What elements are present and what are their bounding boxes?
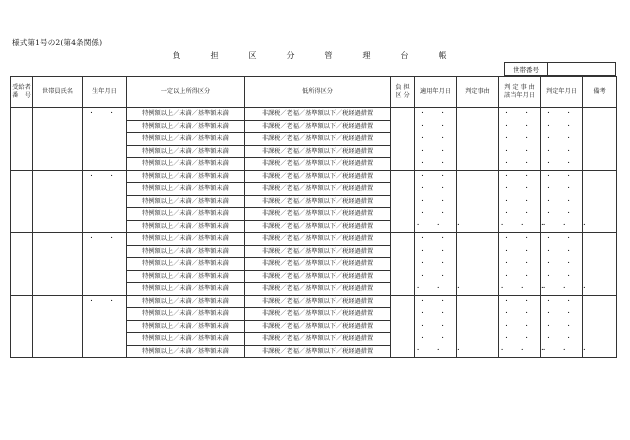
judgment-target-date-cell[interactable] — [499, 295, 541, 308]
judgment-date-cell[interactable] — [541, 220, 594, 233]
judgment-reason-cell[interactable] — [457, 320, 499, 333]
header-row — [11, 77, 617, 108]
judgment-date-dots: ・ ・ — [545, 110, 578, 118]
applicable-date-dots: ・ ・ — [419, 159, 452, 167]
low-income-category-cell[interactable]: 非課税／老福／基準額以下／税経過措置 — [245, 158, 391, 171]
header-applicable-date: 適用年月日 — [415, 77, 457, 108]
judgment-date-dots: ・ ・ — [545, 147, 578, 155]
income-category-cell[interactable]: 特例額以上／未満／基準額未満 — [127, 295, 245, 308]
low-income-category-cell[interactable]: 非課税／老福／基準額以下／税経過措置 — [245, 308, 391, 321]
applicable-date-cell[interactable] — [415, 145, 457, 158]
judgment-date-dots: ・ ・ — [545, 197, 578, 205]
judgment-date-cell[interactable] — [541, 258, 583, 271]
low-income-category-cell[interactable]: 非課税／老福／基準額以下／税経過措置 — [245, 145, 391, 158]
applicable-date-cell[interactable] — [415, 233, 457, 246]
applicable-date-dots: ・ ・ — [419, 335, 452, 342]
recipient-no-cell[interactable] — [11, 170, 33, 233]
judgment-target-date-cell[interactable] — [499, 133, 541, 146]
household-number-box — [504, 62, 616, 76]
judgment-date-cell[interactable] — [541, 345, 594, 358]
judgment-target-date-dots: ・ ・ — [503, 147, 536, 155]
judgment-target-date-dots: ・ ・ — [503, 335, 536, 342]
judgment-target-date-dots: ・ ・ — [503, 272, 536, 280]
judgment-target-date-dots: ・ ・ ・ — [499, 284, 552, 292]
judgment-date-dots: ・ ・ ・ — [541, 347, 594, 355]
judgment-reason-cell[interactable] — [457, 333, 499, 346]
judgment-date-dots: ・ ・ — [545, 172, 578, 180]
applicable-date-cell[interactable] — [415, 183, 457, 196]
applicable-date-cell[interactable] — [415, 170, 457, 183]
judgment-date-cell[interactable] — [541, 158, 583, 171]
low-income-category-cell[interactable]: 非課税／老福／基準額以下／税経過措置 — [245, 283, 391, 296]
applicable-date-cell[interactable] — [415, 133, 457, 146]
income-category-cell[interactable]: 特例額以上／未満／基準額未満 — [127, 220, 245, 233]
judgment-date-cell[interactable] — [541, 333, 583, 346]
header-low-income-category: 低所得区分 — [245, 77, 391, 108]
low-income-category-cell[interactable]: 非課税／老福／基準額以下／税経過措置 — [245, 220, 391, 233]
judgment-date-cell[interactable] — [541, 208, 583, 221]
judgment-date-cell[interactable] — [541, 170, 583, 183]
judgment-date-dots: ・ ・ — [545, 135, 578, 142]
applicable-date-cell[interactable] — [415, 158, 457, 171]
low-income-category-cell[interactable]: 非課税／老福／基準額以下／税経過措置 — [245, 245, 391, 258]
judgment-date-dots: ・ ・ — [545, 297, 578, 305]
income-category-cell[interactable]: 特例額以上／未満／基準額未満 — [127, 320, 245, 333]
judgment-date-dots: ・ ・ — [545, 185, 578, 192]
judgment-reason-cell[interactable] — [457, 120, 499, 133]
birth-date-cell[interactable] — [83, 233, 127, 296]
judgment-target-date-cell[interactable] — [499, 220, 552, 233]
low-income-category-cell[interactable]: 非課税／老福／基準額以下／税経過措置 — [245, 333, 391, 346]
judgment-date-dots: ・ ・ — [545, 310, 578, 317]
birth-date-cell[interactable] — [83, 108, 127, 171]
applicable-date-dots: ・ ・ — [419, 322, 452, 330]
judgment-target-date-dots: ・ ・ — [503, 122, 536, 130]
header-birth-date: 生年月日 — [83, 77, 127, 108]
judgment-date-cell[interactable] — [541, 195, 583, 208]
income-category-cell[interactable]: 特例額以上／未満／基準額未満 — [127, 170, 245, 183]
head-name-cell[interactable] — [33, 295, 83, 358]
income-category-cell[interactable]: 特例額以上／未満／基準額未満 — [127, 133, 245, 146]
income-category-cell[interactable]: 特例額以上／未満／基準額未満 — [127, 308, 245, 321]
judgment-reason-cell[interactable] — [457, 183, 499, 196]
judgment-target-date-cell[interactable] — [499, 195, 541, 208]
judgment-date-cell[interactable] — [541, 133, 583, 146]
birth-date-dots: ・ ・ — [88, 235, 121, 242]
judgment-reason-cell[interactable] — [457, 233, 499, 246]
head-name-cell[interactable] — [33, 108, 83, 171]
judgment-reason-cell[interactable] — [457, 308, 499, 321]
header-burden-category: 負 担 区 分 — [391, 77, 415, 108]
applicable-date-dots: ・ ・ ・ — [415, 284, 468, 292]
income-category-cell[interactable]: 特例額以上／未満／基準額未満 — [127, 345, 245, 358]
table-row — [11, 170, 617, 183]
judgment-reason-cell[interactable] — [457, 258, 499, 271]
header-remarks: 備考 — [583, 77, 617, 108]
judgment-date-dots: ・ ・ ・ — [541, 222, 594, 230]
burden-category-cell[interactable] — [391, 170, 415, 233]
income-category-cell[interactable]: 特例額以上／未満／基準額未満 — [127, 158, 245, 171]
judgment-date-cell[interactable] — [541, 120, 583, 133]
income-category-cell[interactable]: 特例額以上／未満／基準額未満 — [127, 120, 245, 133]
judgment-date-dots: ・ ・ — [545, 322, 578, 330]
income-category-cell[interactable]: 特例額以上／未満／基準額未満 — [127, 283, 245, 296]
low-income-category-cell[interactable]: 非課税／老福／基準額以下／税経過措置 — [245, 233, 391, 246]
applicable-date-dots: ・ ・ — [419, 122, 452, 130]
judgment-target-date-cell[interactable] — [499, 283, 552, 296]
judgment-reason-cell[interactable] — [457, 145, 499, 158]
judgment-date-dots: ・ ・ — [545, 122, 578, 130]
applicable-date-dots: ・ ・ — [419, 260, 452, 267]
judgment-reason-cell[interactable] — [457, 295, 499, 308]
birth-date-cell[interactable] — [83, 295, 127, 358]
judgment-target-date-cell[interactable] — [499, 333, 541, 346]
judgment-target-date-cell[interactable] — [499, 108, 541, 121]
document-title: 負 担 区 分 管 理 台 帳 — [172, 51, 458, 60]
judgment-date-cell[interactable] — [541, 295, 583, 308]
header-head-name: 世帯員氏名 — [33, 77, 83, 108]
judgment-date-cell[interactable] — [541, 320, 583, 333]
applicable-date-dots: ・ ・ — [419, 235, 452, 243]
income-category-cell[interactable]: 特例額以上／未満／基準額未満 — [127, 245, 245, 258]
judgment-date-cell[interactable] — [541, 283, 594, 296]
judgment-target-date-dots: ・ ・ — [503, 260, 536, 267]
low-income-category-cell[interactable]: 非課税／老福／基準額以下／税経過措置 — [245, 270, 391, 283]
judgment-date-cell[interactable] — [541, 145, 583, 158]
recipient-no-cell[interactable] — [11, 295, 33, 358]
judgment-reason-cell[interactable] — [457, 133, 499, 146]
income-category-cell[interactable]: 特例額以上／未満／基準額未満 — [127, 233, 245, 246]
applicable-date-cell[interactable] — [415, 270, 457, 283]
head-name-cell[interactable] — [33, 233, 83, 296]
judgment-target-date-cell[interactable] — [499, 145, 541, 158]
applicable-date-dots: ・ ・ — [419, 172, 452, 180]
judgment-target-date-cell[interactable] — [499, 183, 541, 196]
head-name-cell[interactable] — [33, 170, 83, 233]
recipient-no-cell[interactable] — [11, 108, 33, 171]
judgment-date-dots: ・ ・ — [545, 159, 578, 167]
judgment-target-date-cell[interactable] — [499, 158, 541, 171]
judgment-target-date-dots: ・ ・ — [503, 185, 536, 192]
low-income-category-cell[interactable]: 非課税／老福／基準額以下／税経過措置 — [245, 183, 391, 196]
judgment-date-dots: ・ ・ — [545, 235, 578, 243]
judgment-target-date-cell[interactable] — [499, 120, 541, 133]
applicable-date-dots: ・ ・ — [419, 185, 452, 192]
judgment-target-date-cell[interactable] — [499, 308, 541, 321]
judgment-date-dots: ・ ・ — [545, 247, 578, 255]
birth-date-dots: ・ ・ — [88, 172, 121, 180]
applicable-date-cell[interactable] — [415, 208, 457, 221]
low-income-category-cell[interactable]: 非課税／老福／基準額以下／税経過措置 — [245, 345, 391, 358]
judgment-target-date-cell[interactable] — [499, 270, 541, 283]
judgment-reason-cell[interactable] — [457, 170, 499, 183]
judgment-target-date-dots: ・ ・ — [503, 310, 536, 317]
judgment-reason-cell[interactable] — [457, 158, 499, 171]
applicable-date-dots: ・ ・ ・ — [415, 347, 468, 355]
judgment-date-dots: ・ ・ — [545, 260, 578, 267]
household-number-label: 世帯番号 — [505, 63, 548, 75]
income-category-cell[interactable]: 特例額以上／未満／基準額未満 — [127, 270, 245, 283]
judgment-target-date-dots: ・ ・ — [503, 172, 536, 180]
header-judgment-date: 判定年月日 — [541, 77, 583, 108]
judgment-date-dots: ・ ・ — [545, 335, 578, 342]
judgment-date-dots: ・ ・ — [545, 272, 578, 280]
applicable-date-dots: ・ ・ ・ — [415, 222, 468, 230]
judgment-target-date-cell[interactable] — [499, 320, 541, 333]
judgment-reason-cell[interactable] — [457, 270, 499, 283]
form-label: 様式第1号の2(第4条関係) — [12, 38, 103, 47]
header-judgment-reason: 判定事由 — [457, 77, 499, 108]
judgment-date-cell[interactable] — [541, 270, 583, 283]
judgment-target-date-cell[interactable] — [499, 245, 541, 258]
applicable-date-cell[interactable] — [415, 333, 457, 346]
judgment-target-date-dots: ・ ・ — [503, 210, 536, 217]
judgment-target-date-dots: ・ ・ — [503, 297, 536, 305]
birth-date-cell[interactable] — [83, 170, 127, 233]
judgment-reason-cell[interactable] — [457, 208, 499, 221]
income-category-cell[interactable]: 特例額以上／未満／基準額未満 — [127, 195, 245, 208]
judgment-date-cell[interactable] — [541, 308, 583, 321]
judgment-target-date-cell[interactable] — [499, 258, 541, 271]
low-income-category-cell[interactable]: 非課税／老福／基準額以下／税経過措置 — [245, 170, 391, 183]
applicable-date-dots: ・ ・ — [419, 272, 452, 280]
burden-category-cell[interactable] — [391, 295, 415, 358]
applicable-date-cell[interactable] — [415, 345, 468, 358]
judgment-reason-cell[interactable] — [457, 195, 499, 208]
applicable-date-dots: ・ ・ — [419, 197, 452, 205]
income-category-cell[interactable]: 特例額以上／未満／基準額未満 — [127, 258, 245, 271]
burden-category-cell[interactable] — [391, 108, 415, 171]
income-category-cell[interactable]: 特例額以上／未満／基準額未満 — [127, 183, 245, 196]
applicable-date-cell[interactable] — [415, 295, 457, 308]
applicable-date-dots: ・ ・ — [419, 310, 452, 317]
judgment-target-date-dots: ・ ・ — [503, 235, 536, 243]
applicable-date-dots: ・ ・ — [419, 210, 452, 217]
judgment-target-date-dots: ・ ・ — [503, 135, 536, 142]
judgment-reason-cell[interactable] — [457, 108, 499, 121]
table-row — [11, 108, 617, 121]
low-income-category-cell[interactable]: 非課税／老福／基準額以下／税経過措置 — [245, 208, 391, 221]
remarks-cell[interactable] — [583, 108, 617, 171]
low-income-category-cell[interactable]: 非課税／老福／基準額以下／税経過措置 — [245, 195, 391, 208]
judgment-date-cell[interactable] — [541, 233, 583, 246]
low-income-category-cell[interactable]: 非課税／老福／基準額以下／税経過措置 — [245, 320, 391, 333]
applicable-date-cell[interactable] — [415, 108, 457, 121]
judgment-target-date-cell[interactable] — [499, 170, 541, 183]
applicable-date-dots: ・ ・ — [419, 297, 452, 305]
judgment-target-date-dots: ・ ・ — [503, 247, 536, 255]
judgment-target-date-cell[interactable] — [499, 233, 541, 246]
judgment-target-date-dots: ・ ・ — [503, 322, 536, 330]
burden-ledger-table — [10, 76, 617, 358]
judgment-target-date-dots: ・ ・ ・ — [499, 347, 552, 355]
applicable-date-cell[interactable] — [415, 258, 457, 271]
judgment-target-date-cell[interactable] — [499, 208, 541, 221]
judgment-target-date-cell[interactable] — [499, 345, 552, 358]
judgment-date-cell[interactable] — [541, 183, 583, 196]
judgment-date-dots: ・ ・ ・ — [541, 284, 594, 292]
applicable-date-dots: ・ ・ — [419, 247, 452, 255]
table-row — [11, 295, 617, 308]
birth-date-dots: ・ ・ — [88, 297, 121, 305]
burden-category-cell[interactable] — [391, 233, 415, 296]
applicable-date-cell[interactable] — [415, 308, 457, 321]
judgment-reason-cell[interactable] — [457, 245, 499, 258]
table-row — [11, 233, 617, 246]
applicable-date-cell[interactable] — [415, 220, 468, 233]
header-judgment-target-date: 判 定 事 由 該当年月日 — [499, 77, 541, 108]
applicable-date-dots: ・ ・ — [419, 135, 452, 142]
low-income-category-cell[interactable]: 非課税／老福／基準額以下／税経過措置 — [245, 108, 391, 121]
income-category-cell[interactable]: 特例額以上／未満／基準額未満 — [127, 108, 245, 121]
applicable-date-cell[interactable] — [415, 245, 457, 258]
header-recipient-no: 受給者 番 号 — [11, 77, 33, 108]
judgment-date-cell[interactable] — [541, 245, 583, 258]
low-income-category-cell[interactable]: 非課税／老福／基準額以下／税経過措置 — [245, 258, 391, 271]
income-category-cell[interactable]: 特例額以上／未満／基準額未満 — [127, 145, 245, 158]
low-income-category-cell[interactable]: 非課税／老福／基準額以下／税経過措置 — [245, 120, 391, 133]
applicable-date-dots: ・ ・ — [419, 147, 452, 155]
applicable-date-cell[interactable] — [415, 320, 457, 333]
applicable-date-cell[interactable] — [415, 120, 457, 133]
applicable-date-cell[interactable] — [415, 283, 468, 296]
low-income-category-cell[interactable]: 非課税／老福／基準額以下／税経過措置 — [245, 133, 391, 146]
judgment-date-dots: ・ ・ — [545, 210, 578, 217]
header-income-category: 一定以上所得区分 — [127, 77, 245, 108]
income-category-cell[interactable]: 特例額以上／未満／基準額未満 — [127, 333, 245, 346]
judgment-target-date-dots: ・ ・ — [503, 159, 536, 167]
judgment-target-date-dots: ・ ・ — [503, 197, 536, 205]
judgment-target-date-dots: ・ ・ — [503, 110, 536, 118]
recipient-no-cell[interactable] — [11, 233, 33, 296]
judgment-date-cell[interactable] — [541, 108, 583, 121]
applicable-date-cell[interactable] — [415, 195, 457, 208]
low-income-category-cell[interactable]: 非課税／老福／基準額以下／税経過措置 — [245, 295, 391, 308]
applicable-date-dots: ・ ・ — [419, 110, 452, 118]
income-category-cell[interactable]: 特例額以上／未満／基準額未満 — [127, 208, 245, 221]
birth-date-dots: ・ ・ — [88, 110, 121, 117]
judgment-target-date-dots: ・ ・ ・ — [499, 222, 552, 230]
